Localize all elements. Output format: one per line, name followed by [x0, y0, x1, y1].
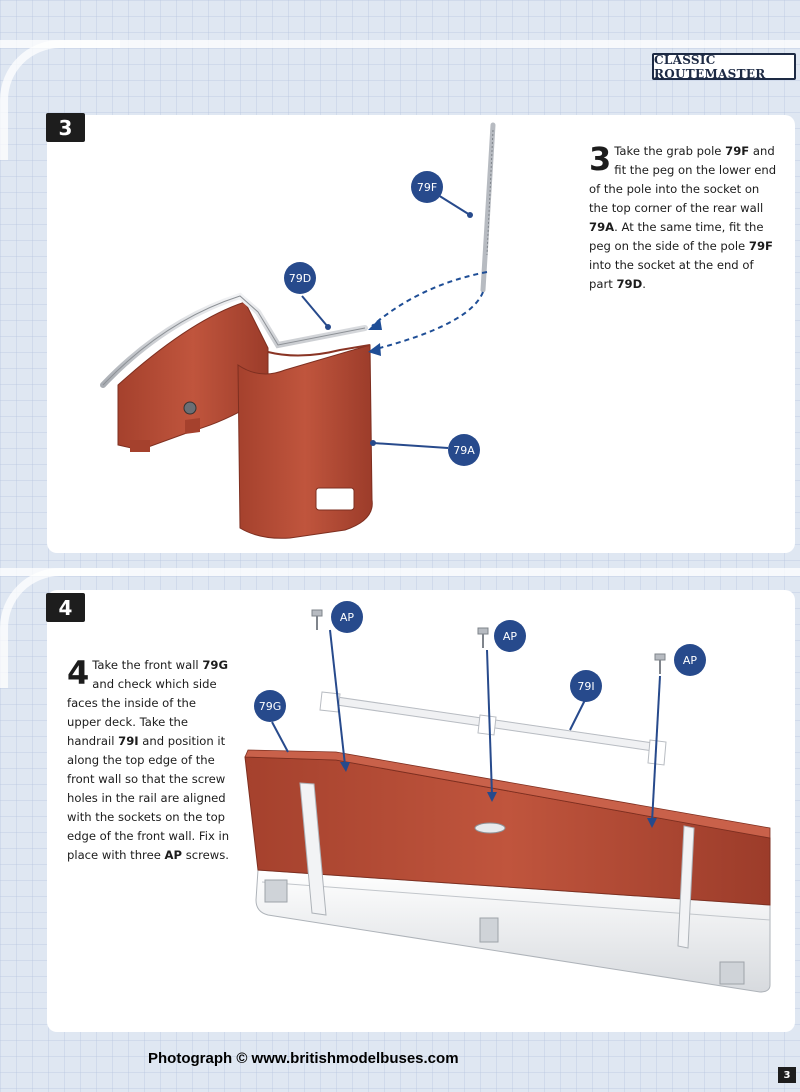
wall-emblem: [475, 823, 505, 833]
label-ap-2: AP: [502, 630, 518, 643]
label-79d: 79D: [288, 272, 312, 285]
instr-text: screws.: [182, 848, 229, 862]
instr-text: and check which side faces the inside of the upper deck. Take the handrail: [67, 677, 217, 748]
bolt-icon: [184, 402, 196, 414]
part-ref: 79G: [202, 658, 228, 672]
instr-text: Take the front wall: [92, 658, 203, 672]
step-3-diagram: [103, 125, 493, 538]
label-79i: 79I: [577, 680, 595, 693]
vent-grille: [720, 962, 744, 984]
wall-tab: [185, 418, 200, 434]
instr-text: and position it along the top edge of the front wall so that the screw holes in the rail are aligned with the sockets on the top edge of the front wall. Fix in place with three: [67, 734, 230, 862]
step-4-number: 4: [58, 595, 73, 620]
leader-dot: [370, 440, 376, 446]
label-79a: 79A: [453, 444, 475, 457]
vent-grille: [265, 880, 287, 902]
series-title: CLASSIC ROUTEMASTER: [654, 52, 766, 81]
step-4-dropcap: 4: [67, 654, 90, 692]
screw-ap-2: [478, 628, 488, 648]
screw-ap-1: [312, 610, 322, 630]
leader-dot: [325, 324, 331, 330]
part-ref: 79F: [748, 239, 773, 253]
fit-arrow: [372, 272, 487, 326]
label-79f: 79F: [416, 181, 438, 194]
label-ap-1: AP: [339, 611, 355, 624]
part-ref: 79F: [725, 144, 750, 158]
vent-grille: [480, 918, 498, 942]
step-3-number: 3: [58, 115, 73, 140]
label-79g: 79G: [258, 700, 282, 713]
photo-credit: Photograph © www.britishmodelbuses.com: [148, 1050, 459, 1067]
instr-text: . At the same time, fit the peg on the side of the pole: [589, 220, 764, 253]
part-ref: 79I: [118, 734, 139, 748]
step-3-dropcap: 3: [589, 140, 612, 178]
label-ap-3: AP: [682, 654, 698, 667]
wall-tab: [130, 440, 150, 452]
rail-bracket: [478, 715, 496, 735]
grab-pole-79f: [483, 125, 493, 290]
part-ref: 79D: [616, 277, 643, 291]
part-ref: 79A: [589, 220, 615, 234]
step-4-diagram: [245, 601, 770, 992]
screw-ap-3: [655, 654, 665, 674]
page-number: 3: [778, 1067, 796, 1083]
instr-text: .: [642, 277, 646, 291]
label-leader: [570, 700, 585, 730]
label-leader: [272, 722, 288, 752]
instr-text: Take the grab pole: [614, 144, 726, 158]
instr-text: and fit the peg on the lower end of the pole into the socket on the top corner of the rear wall: [589, 144, 777, 215]
label-leader: [373, 443, 448, 448]
wall-cutout: [316, 488, 354, 510]
arrow-head-icon: [368, 318, 382, 330]
part-ref: AP: [164, 848, 183, 862]
fit-arrow: [372, 292, 483, 350]
instr-text: into the socket at the end of part: [589, 258, 754, 291]
label-leader: [302, 296, 328, 327]
leader-dot: [467, 212, 473, 218]
